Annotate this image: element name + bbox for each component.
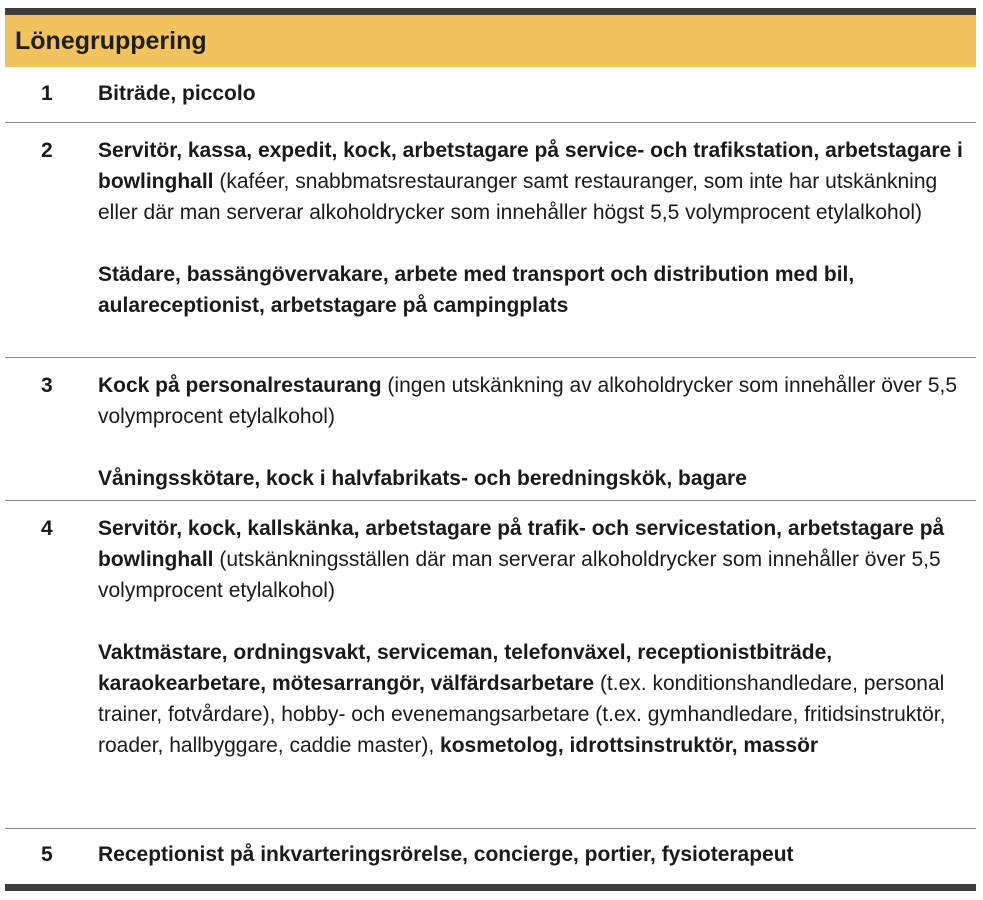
group-number: 3 [41,374,53,397]
normal-text: (ingen utskänkning av alkoholdrycker som innehåller över 5,5 volymprocent etylalkohol) [98,374,958,428]
normal-text: (kaféer, snabbmatsrestauranger samt restauranger, som inte har utskänkning eller där man serverar alkoholdrycker som innehåller högst 5,5 volymprocent etylalkohol) [98,170,938,224]
table-row-4 [5,501,976,829]
normal-text: (utskänkningsställen där man serverar alkoholdrycker som innehåller över 5,5 volymprocent etylalkohol) [98,548,941,602]
bold-text: Våningsskötare, kock i halvfabrikats- och beredningskök, bagare [98,467,747,490]
group-number: 5 [41,843,53,866]
group-description [98,370,976,500]
table-row-3 [5,358,976,501]
bold-text: Vaktmästare, ordningsvakt, serviceman, telefonväxel, receptionistbiträde, karaokearbetare, mötesarrangör, välfärdsarbetare [98,641,833,695]
bold-text: Receptionist på inkvarteringsrörelse, concierge, portier, fysioterapeut [98,843,794,866]
description-paragraph [98,370,976,432]
bold-text: Servitör, kock, kallskänka, arbetstagare på trafik- och servicestation, arbetstagare på bowlinghall [98,517,945,571]
description-paragraph [98,259,976,321]
table-title: Lönegruppering [5,15,976,67]
group-description [98,513,976,828]
description-paragraph [98,463,976,494]
bold-text: Servitör, kassa, expedit, kock, arbetstagare på service- och trafikstation, arbetstagare i bowlinghall [98,139,963,193]
table-row-5 [5,829,976,884]
description-paragraph [98,78,976,109]
table-row-2 [5,123,976,358]
bold-text: Kock på personalrestaurang [98,374,382,397]
group-description [98,78,976,122]
group-description [98,839,976,884]
group-number: 1 [41,82,53,105]
bold-text: Biträde, piccolo [98,82,256,105]
bold-text: Städare, bassängövervakare, arbete med transport och distribution med bil, aulareceptionist, arbetstagare på campingplats [98,263,855,317]
bottom-rule [5,884,976,891]
group-description [98,135,976,357]
description-paragraph [98,135,976,228]
wage-group-table [5,8,976,891]
normal-text: (t.ex. konditionshandledare, personal trainer, fotvårdare), hobby- och evenemangsarbetare (t.ex. gymhandledare, fritidsinstruktör, roader, hallbyggare, caddie master), [98,672,946,757]
description-paragraph [98,839,976,870]
description-paragraph [98,513,976,606]
table-row-1 [5,67,976,123]
group-number: 2 [41,139,53,162]
top-rule [5,8,976,15]
description-paragraph [98,637,976,761]
bold-text: kosmetolog, idrottsinstruktör, massör [440,734,819,757]
group-number: 4 [41,517,53,540]
